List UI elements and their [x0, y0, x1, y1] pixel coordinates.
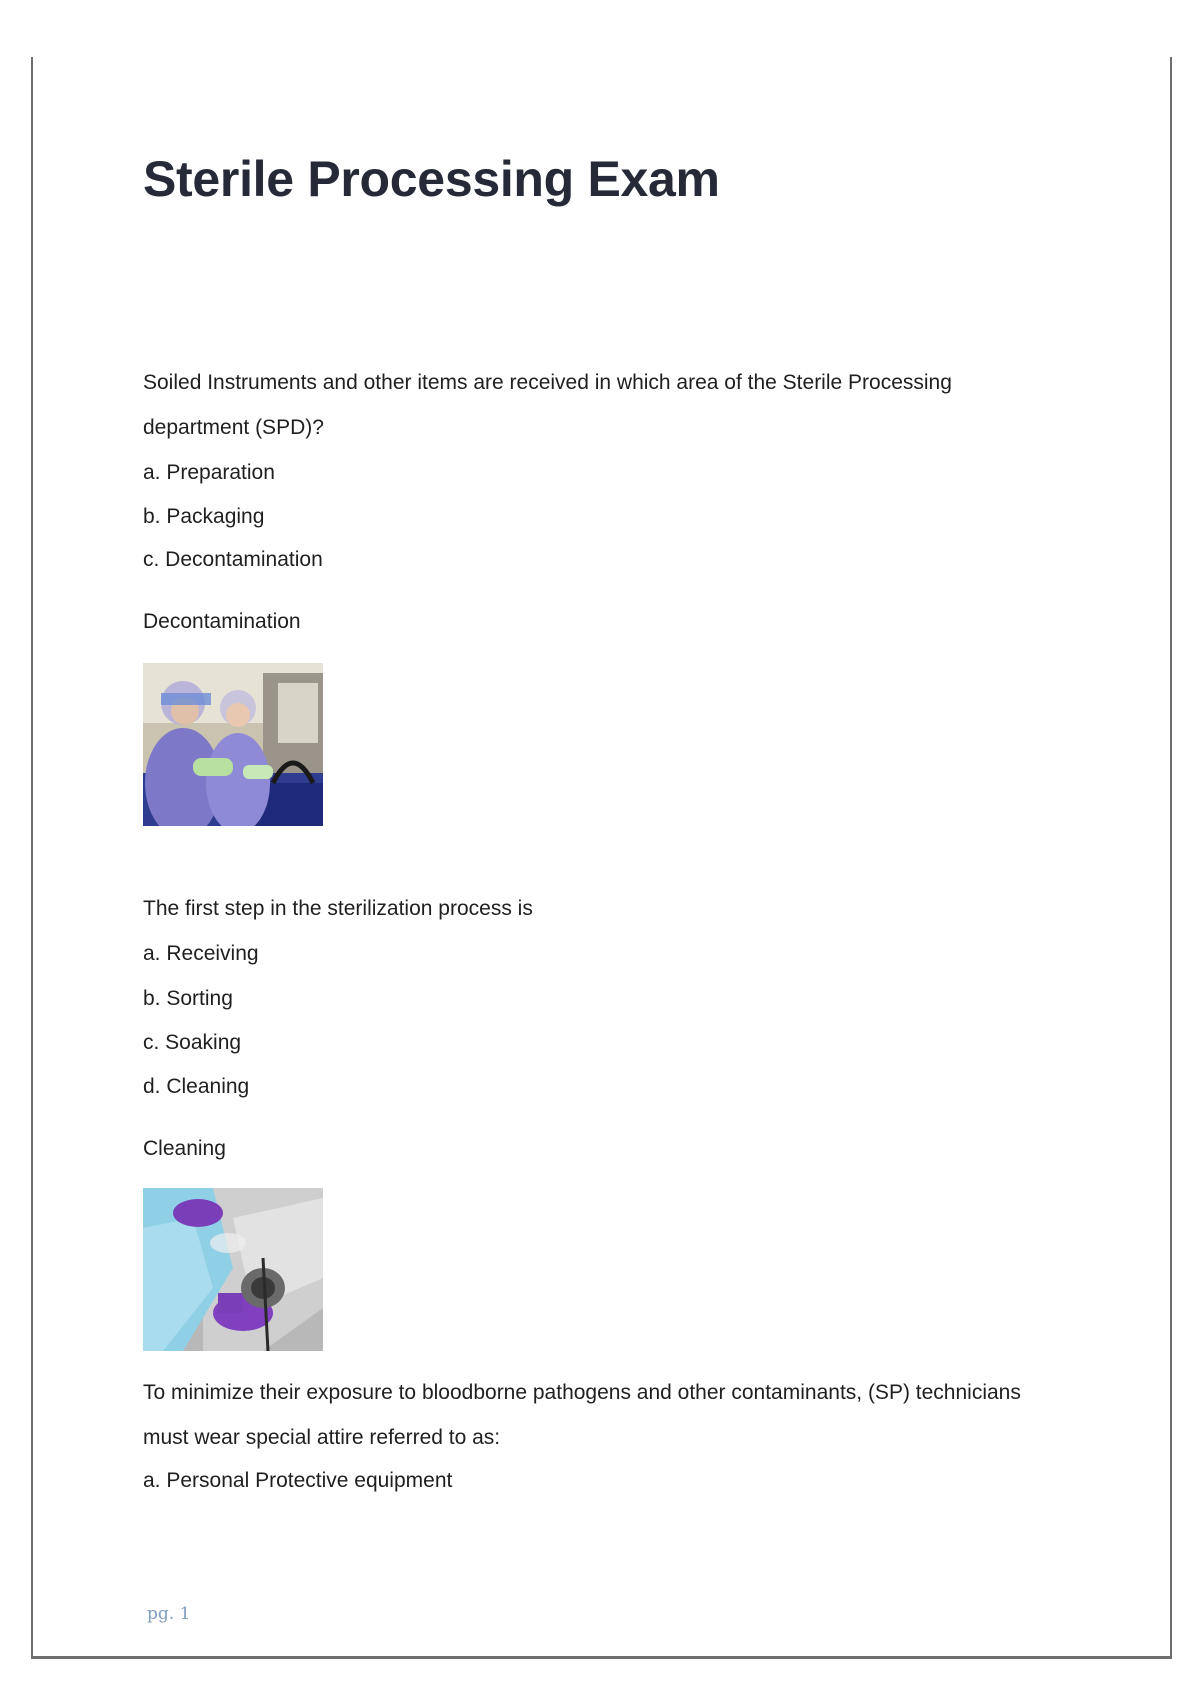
question-1-text-line-1: Soiled Instruments and other items are received in which area of the Sterile Processing — [143, 371, 952, 394]
question-3-text-line-2: must wear special attire referred to as: — [143, 1426, 501, 1449]
decontamination-photo-icon — [143, 663, 323, 826]
question-2-answer: Cleaning — [143, 1137, 226, 1160]
question-2-option-b: b. Sorting — [143, 987, 233, 1010]
question-3-option-a: a. Personal Protective equipment — [143, 1469, 453, 1492]
question-1-text-line-2: department (SPD)? — [143, 416, 324, 439]
question-2-option-d: d. Cleaning — [143, 1075, 250, 1098]
question-1-option-b: b. Packaging — [143, 505, 265, 528]
question-2-option-c: c. Soaking — [143, 1031, 242, 1054]
question-1-option-c: c. Decontamination — [143, 548, 323, 571]
cleaning-photo-icon — [143, 1188, 323, 1351]
page-number: pg. 1 — [147, 1604, 191, 1624]
page-border — [31, 57, 1172, 1659]
question-2-text-line-1: The first step in the sterilization process is — [143, 897, 533, 920]
question-1-answer: Decontamination — [143, 610, 301, 633]
page-title: Sterile Processing Exam — [143, 151, 720, 207]
question-2-option-a: a. Receiving — [143, 942, 259, 965]
question-3-text-line-1: To minimize their exposure to bloodborne pathogens and other contaminants, (SP) technicians — [143, 1381, 1021, 1404]
question-1-option-a: a. Preparation — [143, 461, 275, 484]
